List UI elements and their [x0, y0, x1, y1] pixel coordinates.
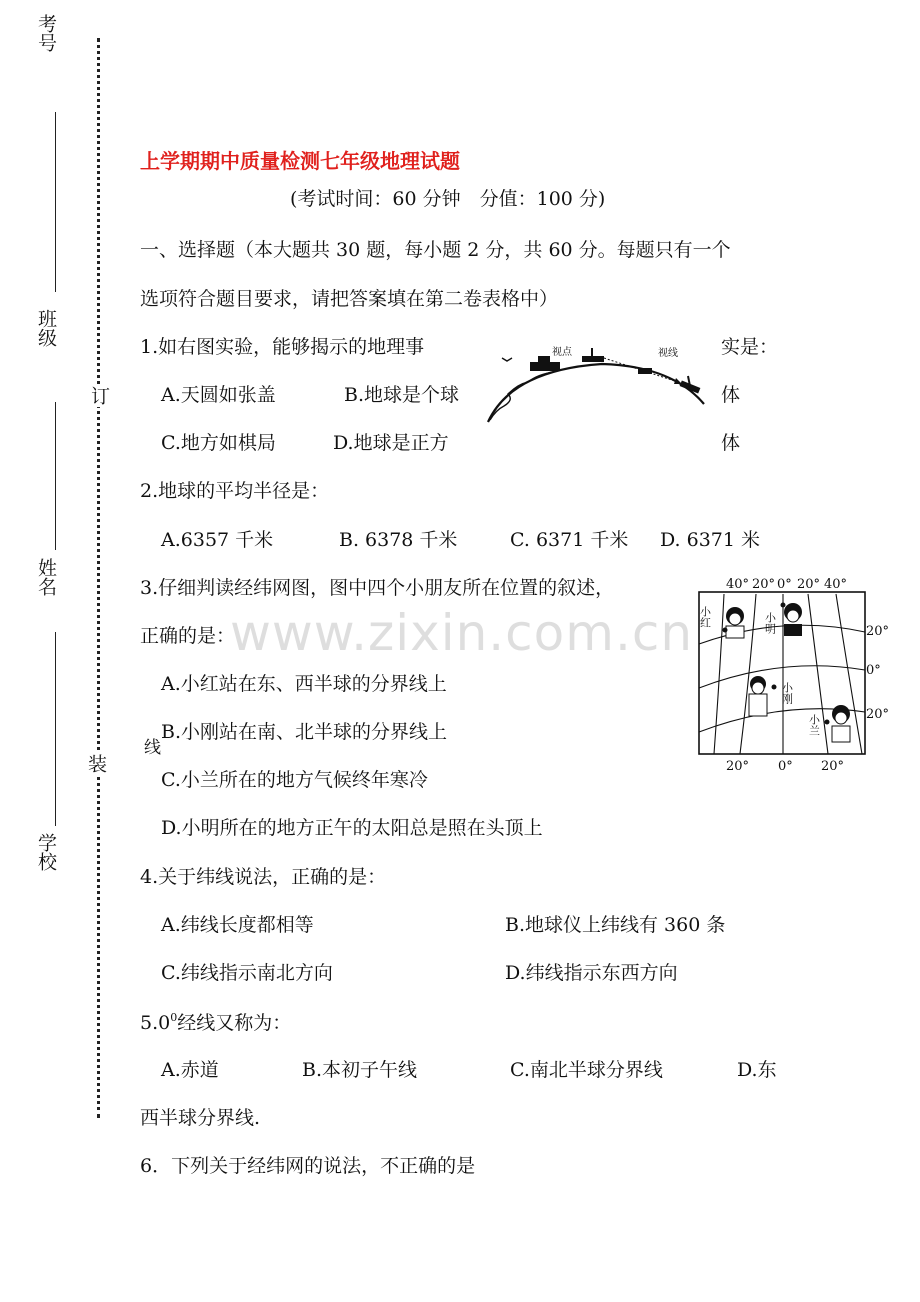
q2-option-a: A.6357 千米: [161, 529, 274, 551]
q1-stem: 1.如右图实验，能够揭示的地理事: [140, 336, 425, 358]
section-intro-line2: 选项符合题目要求，请把答案填在第二卷表格中）: [140, 288, 559, 310]
top-label-20w: 20°: [752, 577, 776, 592]
q3-option-a: A.小红站在东、西半球的分界线上: [161, 673, 447, 695]
top-label-40e: 40°: [824, 577, 848, 592]
right-label-20s: 20°: [866, 707, 890, 722]
name-underline: [55, 632, 56, 826]
q5-stem: [140, 1012, 291, 1033]
q3-option-d: D.小明所在的地方正午的太阳总是照在头顶上: [161, 817, 543, 839]
ship-mid-icon: [638, 368, 652, 374]
q3-graticule-map: [696, 572, 896, 772]
right-label-20n: 20°: [866, 624, 890, 639]
kid-xiaohong-icon: [723, 607, 745, 638]
exam-subtitle: (考试时间：60 分钟 分值：100 分): [290, 188, 606, 210]
binding-mark-xian: 线: [140, 738, 160, 755]
top-label-40w: 40°: [726, 577, 750, 592]
q1-option-b-end: 体: [721, 384, 741, 406]
kid-label-xiaolan: 小兰: [807, 714, 821, 736]
q3-stem-line2: 正确的是：: [140, 625, 236, 647]
kid-label-xiaogang: 小刚: [780, 682, 794, 704]
exam-number-underline: [55, 112, 56, 292]
kid-xiaogang-icon: [749, 676, 777, 716]
margin-label-class: 班级: [35, 309, 57, 347]
binding-dotted-line: [97, 38, 100, 1118]
bottom-label-0: 0°: [778, 759, 793, 772]
top-label-20e: 20°: [797, 577, 821, 592]
q4-stem: 4.关于纬线说法，正确的是：: [140, 866, 387, 888]
kid-label-xiaoming: 小明: [763, 612, 777, 634]
meridian-40w: [714, 594, 724, 754]
q1-option-d: D.地球是正方: [333, 432, 449, 454]
q2-option-d: D. 6371 米: [660, 529, 761, 551]
q4-option-b: B.地球仪上纬线有 360 条: [505, 914, 726, 936]
label-sightline: 视线: [658, 348, 678, 359]
class-underline: [55, 402, 56, 550]
margin-label-name: 姓名: [35, 558, 57, 596]
right-label-0: 0°: [866, 663, 881, 678]
ship-near-icon: [582, 356, 604, 362]
q5-stem-suffix: 经线又称为：: [177, 1012, 292, 1034]
q3-option-b: B.小刚站在南、北半球的分界线上: [161, 721, 448, 743]
q3-stem: 3.仔细判读经纬网图，图中四个小朋友所在位置的叙述，: [140, 577, 615, 599]
section-intro-line1: 一、选择题（本大题共 30 题，每小题 2 分，共 60 分。每题只有一个: [140, 239, 731, 261]
bird-icon: [502, 358, 512, 361]
q5-option-a: A.赤道: [161, 1059, 219, 1081]
coastline: [490, 382, 528, 420]
q1-option-b: B.地球是个球: [344, 384, 460, 406]
q4-option-d: D.纬线指示东西方向: [505, 962, 678, 984]
q1-option-c: C.地方如棋局: [161, 432, 276, 454]
binding-mark-zhuang: 装: [85, 754, 107, 773]
q2-option-b: B. 6378 千米: [339, 529, 458, 551]
kid-xiaoming-icon: [781, 603, 803, 637]
bottom-label-20w: 20°: [726, 759, 750, 772]
kid-label-xiaohong: 小红: [698, 606, 712, 628]
q5-option-d: D.东: [737, 1059, 777, 1081]
q2-option-c: C. 6371 千米: [510, 529, 629, 551]
q2-stem: 2.地球的平均半径是：: [140, 480, 330, 502]
q5-option-d-continued: 西半球分界线.: [140, 1107, 261, 1129]
kid-xiaolan-icon: [825, 705, 851, 742]
margin-label-exam-number: 考号: [35, 14, 57, 52]
page-title: 上学期期中质量检测七年级地理试题: [140, 149, 460, 173]
q1-option-d-end: 体: [721, 432, 741, 454]
q4-option-a: A.纬线长度都相等: [161, 914, 314, 936]
label-viewpoint: 视点: [552, 347, 572, 358]
q5-option-c: C.南北半球分界线: [510, 1059, 663, 1081]
earth-surface-arc: [488, 364, 704, 422]
observer-tower-icon: [530, 362, 560, 371]
q3-option-c: C.小兰所在的地方气候终年寒冷: [161, 769, 428, 791]
margin-label-school: 学校: [35, 833, 57, 871]
q6-stem: 6．下列关于经纬网的说法，不正确的是: [140, 1155, 476, 1177]
q5-stem-superscript: 0: [170, 1011, 178, 1024]
binding-mark-ding: 订: [88, 386, 110, 405]
q1-option-a: A.天圆如张盖: [161, 384, 276, 406]
top-label-0: 0°: [777, 577, 792, 592]
q4-option-c: C.纬线指示南北方向: [161, 962, 333, 984]
q1-stem-end: 实是：: [721, 336, 779, 358]
q5-stem-prefix: 5.0: [140, 1012, 171, 1034]
watermark: www.zixin.com.cn: [230, 604, 694, 662]
q1-earth-curvature-figure: [482, 344, 710, 426]
q5-option-b: B.本初子午线: [302, 1059, 418, 1081]
bottom-label-20e: 20°: [821, 759, 845, 772]
